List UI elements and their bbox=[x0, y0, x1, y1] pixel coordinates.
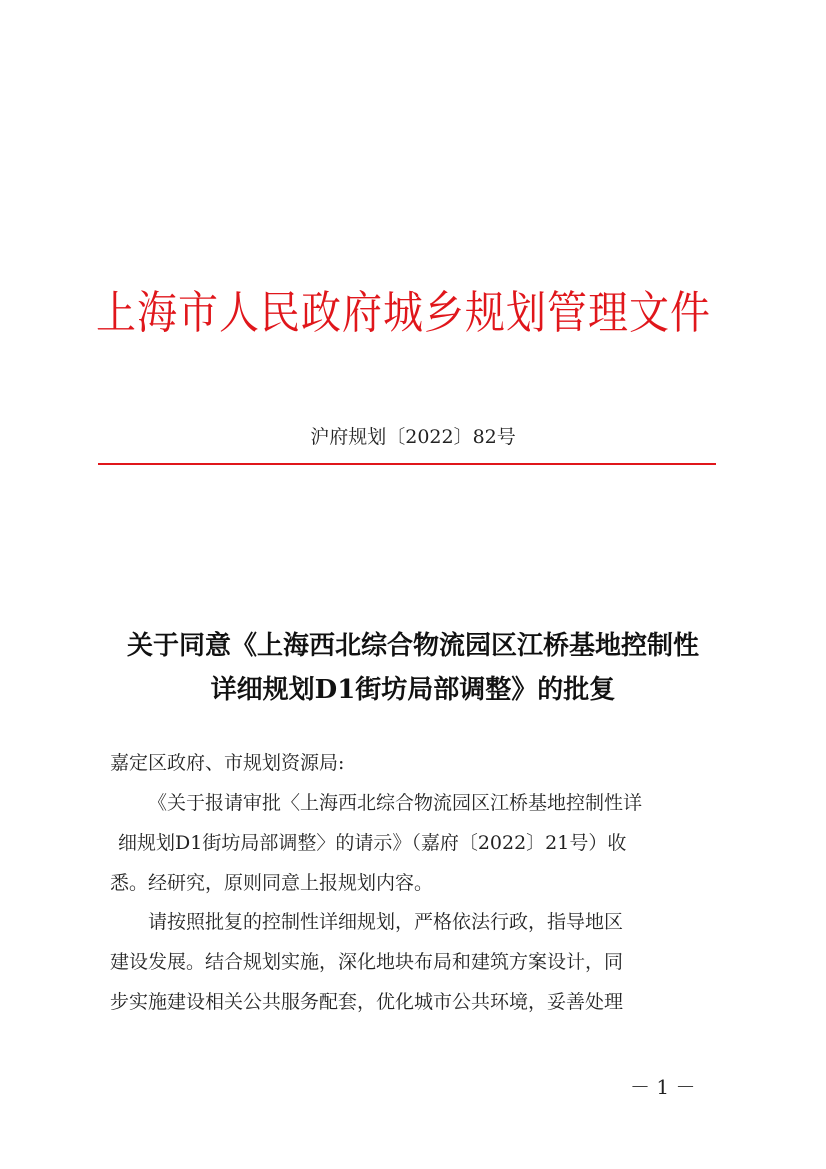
document-masthead: 上海市人民政府城乡规划管理文件 bbox=[96, 287, 711, 340]
addressee-line: 嘉定区政府、市规划资源局: bbox=[110, 752, 345, 774]
paragraph-2-line-3: 步实施建设相关公共服务配套，优化城市公共环境，妥善处理 bbox=[110, 991, 624, 1013]
paragraph-2-line-2: 建设发展。结合规划实施，深化地块布局和建筑方案设计，同 bbox=[110, 951, 624, 973]
red-divider-line bbox=[98, 463, 716, 465]
document-number: 沪府规划〔2022〕82号 bbox=[310, 426, 516, 448]
document-title-line-1: 关于同意《上海西北综合物流园区江桥基地控制性 bbox=[126, 631, 699, 661]
paragraph-1-line-2: 细规划D1街坊局部调整〉的请示》（嘉府〔2022〕21号）收 bbox=[118, 832, 627, 854]
page-number: － 1 － bbox=[630, 1075, 696, 1099]
document-title bbox=[100, 624, 726, 712]
paragraph-2-line-1: 请按照批复的控制性详细规划，严格依法行政，指导地区 bbox=[148, 911, 624, 933]
paragraph-1-line-3: 悉。经研究，原则同意上报规划内容。 bbox=[110, 872, 434, 894]
paragraph-1-line-1: 《关于报请审批〈上海西北综合物流园区江桥基地控制性详 bbox=[148, 792, 643, 814]
document-title-line-2: 详细规划D1街坊局部调整》的批复 bbox=[210, 675, 616, 705]
